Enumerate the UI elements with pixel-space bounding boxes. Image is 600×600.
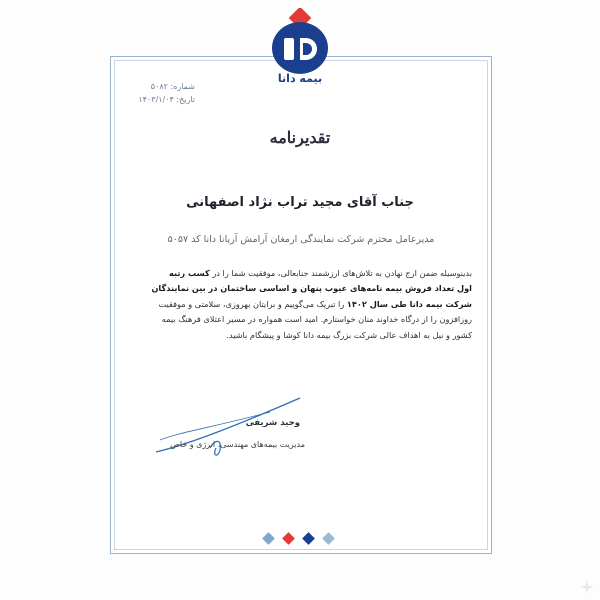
letter-meta xyxy=(135,80,195,106)
letter-date: تاریخ: ۱۴۰۳/۱/۰۴ xyxy=(138,95,195,104)
page-title: تقدیرنامه xyxy=(269,128,331,147)
signer-name: وحید شریفی xyxy=(245,418,300,428)
body-line-1: بدینوسیله ضمن ارج نهادن به تلاش‌های ارزشمند جنابعالی، موفقیت شما را در کسب رتبه xyxy=(169,268,472,278)
recipient-position: مدیرعامل محترم شرکت نمایندگی ارمغان آرامش آریانا دانا کد ۵۰۵۷ xyxy=(167,234,435,245)
brand-name: بیمه دانا xyxy=(277,72,323,85)
letter-number: شماره: ۵۰۸۲ xyxy=(150,82,195,91)
body-line-5: کشور و نیل به اهداف عالی شرکت بزرگ بیمه دانا کوشا و پیشگام باشید. xyxy=(226,329,472,340)
footer-diamonds xyxy=(260,532,340,546)
body-line-2: اول تعداد فروش بیمه نامه‌های عیوب پنهان و اساسی ساختمان در بین نمایندگان xyxy=(151,283,472,294)
body-line-3: شرکت بیمه دانا طی سال ۱۴۰۲ را تبریک می‌گوییم و برایتان بهروزی، سلامتی و موفقیت xyxy=(158,298,472,309)
body-line-4: روزافزون را از درگاه خداوند منان خواستارم. امید است همواره در مسیر اعتلای فرهنگ بیمه xyxy=(161,314,472,325)
letter-body xyxy=(132,266,472,343)
dana-insurance-logo xyxy=(262,8,338,80)
signer-role: مدیریت بیمه‌های مهندسی، انرژی و خاص xyxy=(170,440,305,449)
corner-sparkle-icon xyxy=(580,580,594,594)
dana-logo-icon xyxy=(262,8,338,80)
recipient-name: جناب آقای مجید تراب نژاد اصفهانی xyxy=(186,195,414,210)
